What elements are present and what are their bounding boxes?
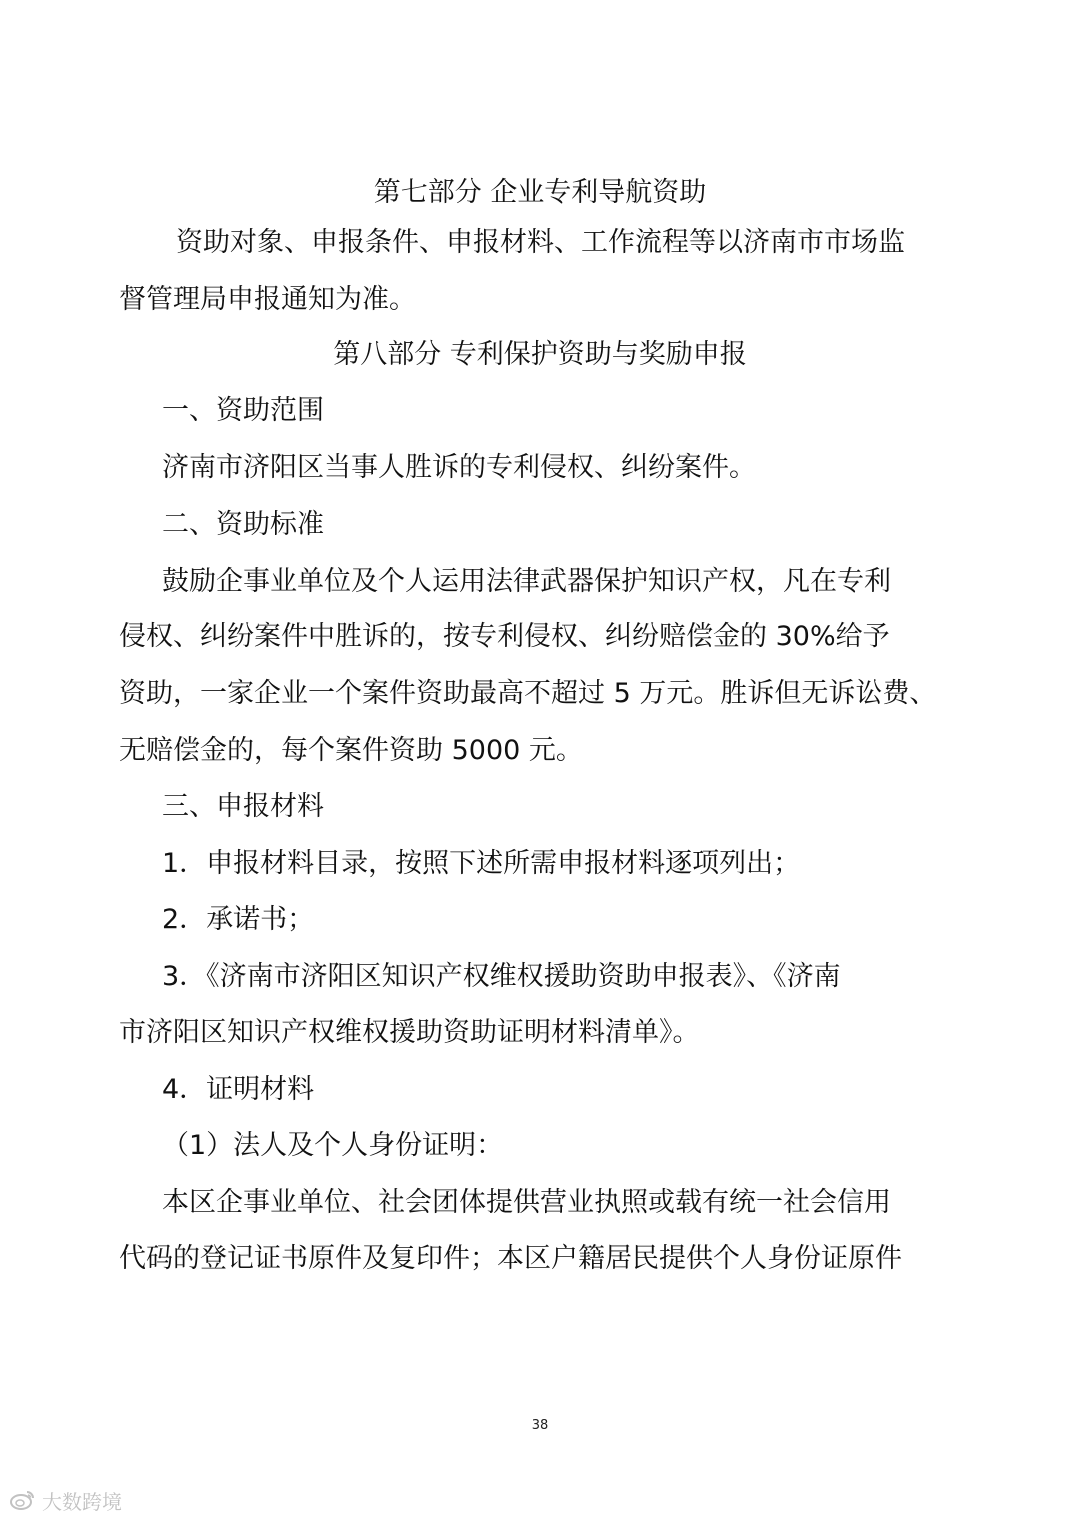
subheading-scope: 一、资助范围 (162, 395, 324, 426)
paragraph-line: 资助，一家企业一个案件资助最高不超过 5 万元。胜诉但无诉讼费、 (119, 678, 937, 709)
list-item: 2．承诺书； (162, 904, 315, 935)
section-heading-part-8: 第八部分 专利保护资助与奖励申报 (333, 339, 747, 370)
paragraph-line: 代码的登记证书原件及复印件；本区户籍居民提供个人身份证原件 (119, 1243, 902, 1274)
paragraph-line: 督管理局申报通知为准。 (119, 284, 416, 315)
paragraph-line: 市济阳区知识产权维权援助资助证明材料清单》。 (119, 1017, 700, 1048)
subheading-standard: 二、资助标准 (162, 509, 324, 540)
paragraph-line: 无赔偿金的，每个案件资助 5000 元。 (119, 735, 583, 766)
paragraph-line: 资助对象、申报条件、申报材料、工作流程等以济南市市场监 (176, 227, 905, 258)
list-item: 4．证明材料 (162, 1074, 315, 1105)
list-item: 1．申报材料目录，按照下述所需申报材料逐项列出； (162, 848, 801, 879)
paragraph-line: 济南市济阳区当事人胜诉的专利侵权、纠纷案件。 (162, 452, 756, 483)
list-subitem: （1）法人及个人身份证明： (162, 1130, 504, 1161)
paragraph-line: 本区企事业单位、社会团体提供营业执照或载有统一社会信用 (162, 1187, 891, 1218)
page-number: 38 (531, 1418, 549, 1433)
weibo-logo-icon (10, 1489, 36, 1515)
paragraph-line: 侵权、纠纷案件中胜诉的，按专利侵权、纠纷赔偿金的 30%给予 (119, 621, 890, 652)
watermark-text: 大数跨境 (42, 1490, 122, 1514)
section-heading-part-7: 第七部分 企业专利导航资助 (373, 177, 707, 208)
watermark (10, 1490, 122, 1514)
list-item: 3．《济南市济阳区知识产权维权援助资助申报表》、《济南 (162, 961, 841, 992)
paragraph-line: 鼓励企事业单位及个人运用法律武器保护知识产权，凡在专利 (162, 566, 891, 597)
subheading-materials: 三、申报材料 (162, 791, 324, 822)
